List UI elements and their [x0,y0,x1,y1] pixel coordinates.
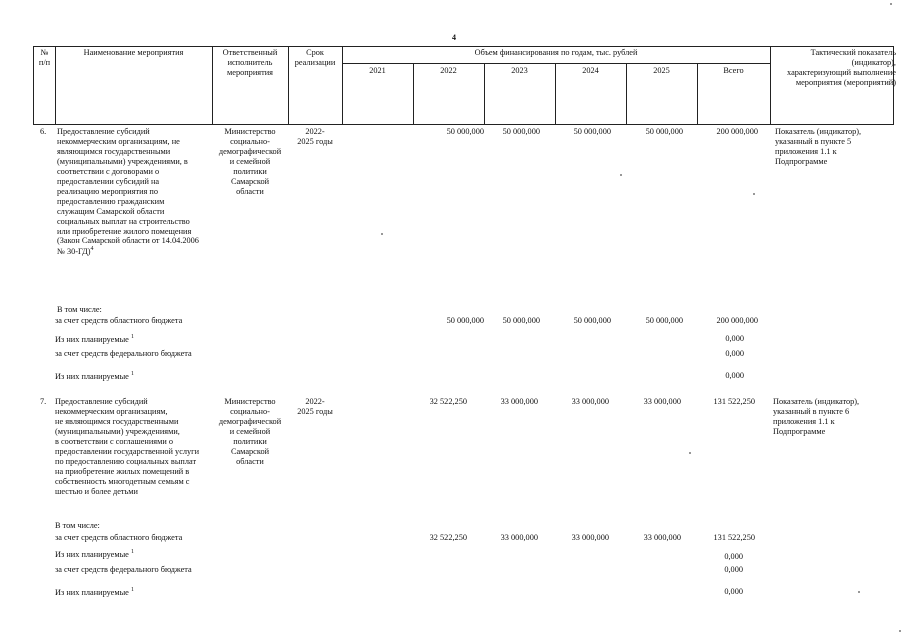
value-total: 200 000,000 [716,127,758,136]
row-name: Предоставление субсидий некоммерческим организациям, не являющимся государственными (муниципальными) учреждениями, в соответствии с соглашениями о предоставлении государственной услуги по предоставлению социальных выплат на приобретение жилых помещений в собственность многодетным семьям с шестью и более детьми [55,397,200,496]
sub-value: 33 000,000 [571,533,609,542]
value-2023: 33 000,000 [500,397,538,406]
value-2024: 50 000,000 [573,127,611,136]
including-label: В том числе: [57,305,102,314]
header-indicator: Тактический показатель (индикатор), характеризующий выполнение мероприятия (мероприятий) [787,48,896,87]
value-2024: 33 000,000 [571,397,609,406]
row-number: 7. [40,397,47,406]
sub-label-text: Из них планируемые [55,549,129,559]
header-responsible: Ответственный исполнитель мероприятия [222,48,278,77]
row-name-text: Предоставление субсидий некоммерческим организациям, не являющимся государственными (муниципальными) учреждениями, в соответствии с договорами о предоставлении субсидий на реализацию мероприятия по предоставлению гражданским служащим Самарской области социальных выплат на строительство или приобретение жилого помещения (Закон Самарской области от 14.04.2006 № 30-ГД) [57,127,199,257]
value-total: 131 522,250 [713,397,755,406]
header-total: Всего [723,66,744,75]
footnote-mark: 1 [130,587,134,593]
including-label: В том числе: [55,521,100,530]
row-responsible: Министерство социально- демографической и семейной политики Самарской области [218,397,282,466]
sub-label: за счет средств федерального бюджета [55,565,192,574]
header-year: 2021 [369,66,386,75]
header-year: 2025 [653,66,670,75]
header-year: 2022 [440,66,457,75]
sub-value: 32 522,250 [429,533,467,542]
value-2022: 32 522,250 [429,397,467,406]
sub-value: 0,000 [724,552,743,561]
sub-value: 50 000,000 [502,316,540,325]
value-2025: 50 000,000 [645,127,683,136]
sub-label [55,334,134,345]
sub-value: 0,000 [725,371,744,380]
header-funding: Объем финансирования по годам, тыс. рублей [474,48,638,57]
sub-value: 200 000,000 [716,316,758,325]
sub-value: 50 000,000 [573,316,611,325]
row-period: 2022- 2025 годы [297,127,333,146]
sub-label-text: Из них планируемые [55,371,129,381]
footnote-mark: 4 [90,246,94,253]
header-year: 2023 [511,66,528,75]
sub-value: 33 000,000 [500,533,538,542]
sub-value: 0,000 [725,349,744,358]
page-number: 4 [452,33,456,42]
sub-label [55,371,134,382]
sub-value: 33 000,000 [643,533,681,542]
sub-label: за счет средств областного бюджета [55,533,183,542]
value-2023: 50 000,000 [502,127,540,136]
sub-label: за счет средств областного бюджета [55,316,183,325]
header-period: Срок реализации [294,48,336,67]
footnote-mark: 1 [130,549,134,555]
sub-label: за счет средств федерального бюджета [55,349,192,358]
footnote-mark: 1 [130,334,134,340]
row-indicator: Показатель (индикатор), указанный в пункте 5 приложения 1.1 к Подпрограмме [775,127,862,166]
sub-value: 50 000,000 [645,316,683,325]
sub-label [55,587,134,598]
footnote-mark: 1 [130,371,134,377]
value-2025: 33 000,000 [643,397,681,406]
header-name: Наименование мероприятия [83,48,184,57]
sub-label-text: Из них планируемые [55,334,129,344]
header-year: 2024 [582,66,599,75]
header-no: № п/п [38,48,51,67]
row-name [57,127,217,257]
sub-value: 0,000 [724,565,743,574]
sub-value: 0,000 [724,587,743,596]
sub-label [55,549,134,560]
sub-value: 0,000 [725,334,744,343]
sub-value: 131 522,250 [713,533,755,542]
sub-value: 50 000,000 [446,316,484,325]
row-responsible: Министерство социально- демографической и семейной политики Самарской области [218,127,282,196]
value-2022: 50 000,000 [446,127,484,136]
sub-label-text: Из них планируемые [55,587,129,597]
row-period: 2022- 2025 годы [297,397,333,416]
row-number: 6. [40,127,47,136]
row-indicator: Показатель (индикатор), указанный в пункте 6 приложения 1.1 к Подпрограмме [773,397,860,436]
